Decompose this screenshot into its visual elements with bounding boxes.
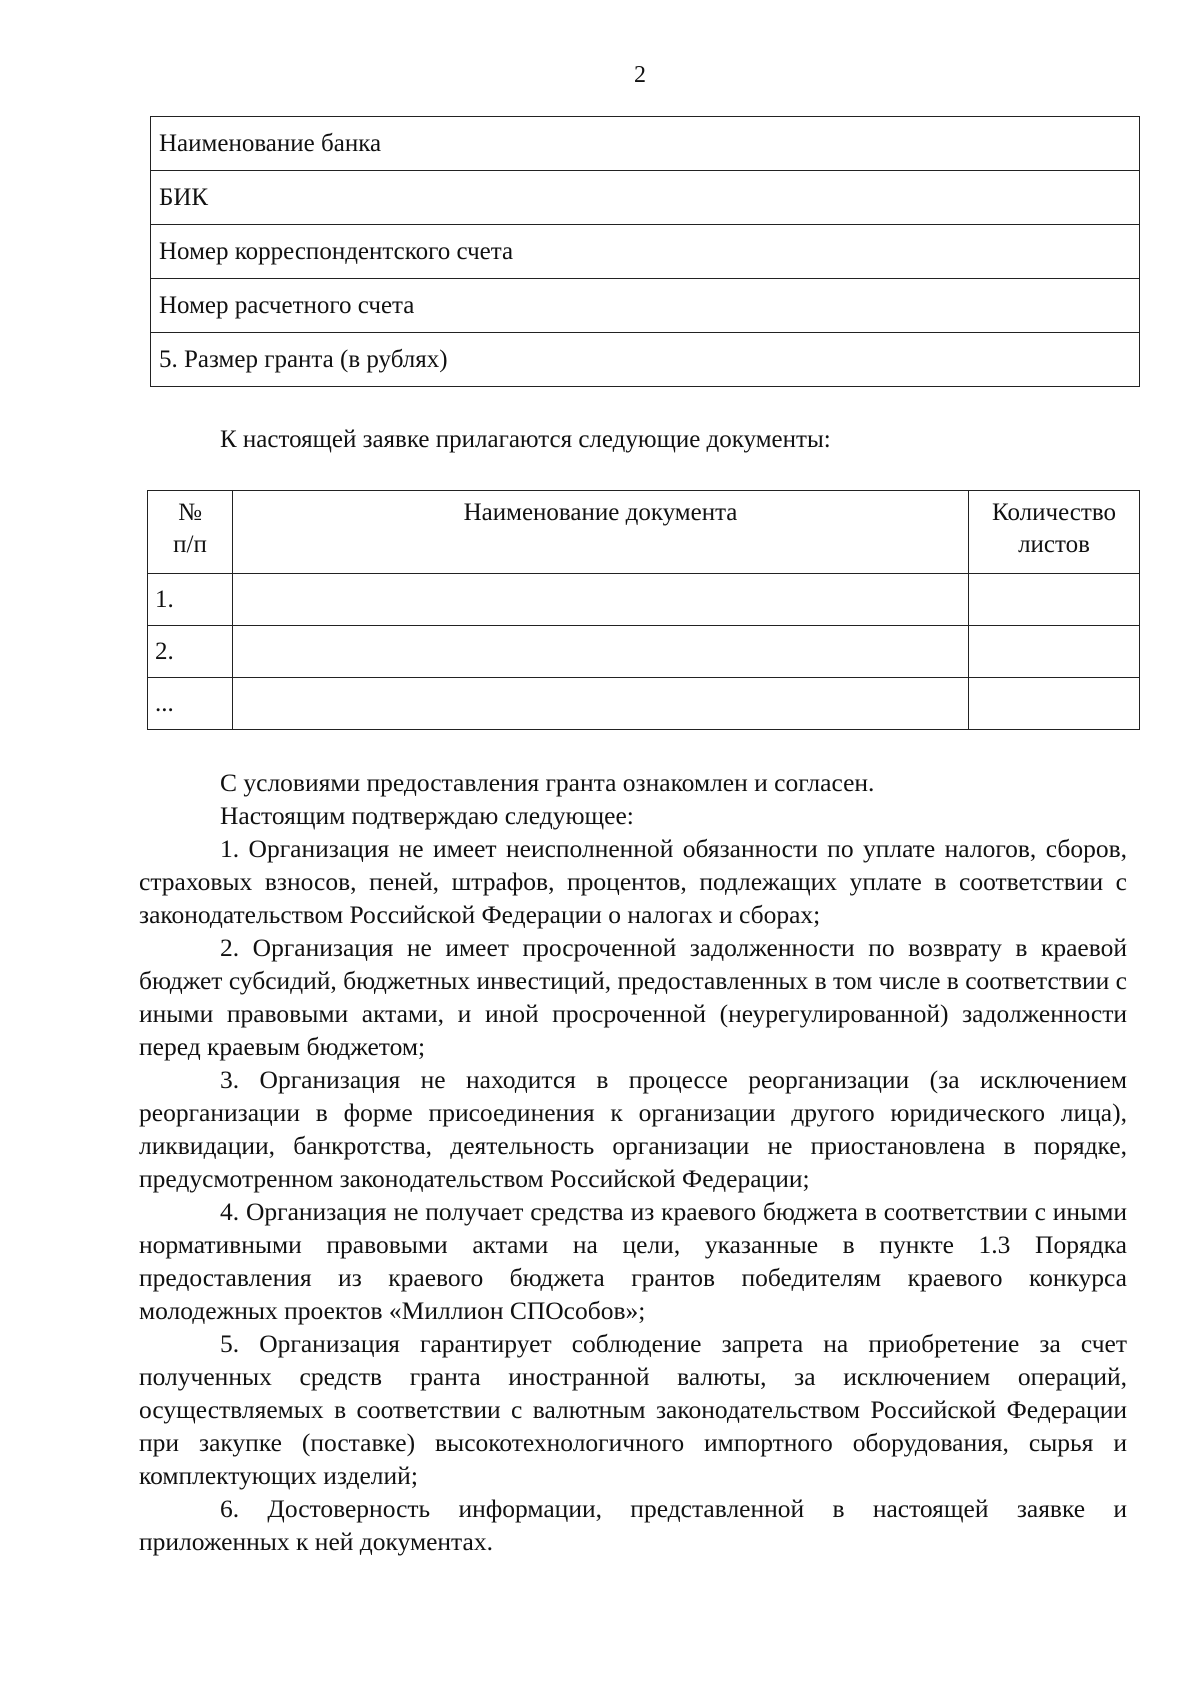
- table-row: [148, 678, 1140, 730]
- row-sheet-count: [969, 678, 1140, 730]
- table-row: [151, 279, 1140, 333]
- paragraph-confirm-intro: Настоящим подтверждаю следующее:: [220, 801, 634, 830]
- row-doc-name: [233, 626, 969, 678]
- row-sheet-count: [969, 626, 1140, 678]
- table-row: [151, 225, 1140, 279]
- paragraph-item-4: 4. Организация не получает средства из краевого бюджета в соответствии с иными нормативными правовыми актами на цели, указанные в пункте 1.3 Порядка предоставления из краевого бюджета грантов победителям краевого конкурса молодежных проектов «Миллион СПОсобов»;: [139, 1197, 1127, 1325]
- paragraph-item-3: 3. Организация не находится в процессе реорганизации (за исключением реорганизации в форме присоединения к организации другого юридического лица), ликвидации, банкротства, деятельность организации не приостановлена в порядке, предусмотренном законодательством Российской Федерации;: [139, 1065, 1127, 1193]
- bank-name-label: Наименование банка: [151, 117, 1140, 171]
- table-row: [151, 333, 1140, 387]
- settlement-account-label: Номер расчетного счета: [151, 279, 1140, 333]
- confirmation-text: [139, 766, 1127, 1558]
- bank-details-table: [150, 116, 1140, 387]
- corr-account-label: Номер корреспондентского счета: [151, 225, 1140, 279]
- row-doc-name: [233, 574, 969, 626]
- grant-size-label: 5. Размер гранта (в рублях): [151, 333, 1140, 387]
- header-number: № п/п: [148, 491, 233, 574]
- table-row: [148, 574, 1140, 626]
- header-sheet-count: Количество листов: [969, 491, 1140, 574]
- table-row: [151, 117, 1140, 171]
- row-number: 2.: [148, 626, 233, 678]
- header-doc-name: Наименование документа: [233, 491, 969, 574]
- paragraph-agreement: С условиями предоставления гранта ознакомлен и согласен.: [220, 768, 875, 797]
- bik-label: БИК: [151, 171, 1140, 225]
- docs-intro: К настоящей заявке прилагаются следующие документы:: [220, 426, 831, 453]
- row-doc-name: [233, 678, 969, 730]
- paragraph-item-6: 6. Достоверность информации, представленной в настоящей заявке и приложенных к ней документах.: [139, 1494, 1127, 1556]
- table-header-row: [148, 491, 1140, 574]
- paragraph-item-1: 1. Организация не имеет неисполненной обязанности по уплате налогов, сборов, страховых взносов, пеней, штрафов, процентов, подлежащих уплате в соответствии с законодательством Российской Федерации о налогах и сборах;: [139, 834, 1127, 929]
- row-number: ...: [148, 678, 233, 730]
- table-row: [151, 171, 1140, 225]
- paragraph-item-2: 2. Организация не имеет просроченной задолженности по возврату в краевой бюджет субсидий, бюджетных инвестиций, предоставленных в том числе в соответствии с иными правовыми актами, и иной просроченной (неурегулированной) задолженности перед краевым бюджетом;: [139, 933, 1127, 1061]
- row-number: 1.: [148, 574, 233, 626]
- row-sheet-count: [969, 574, 1140, 626]
- paragraph-item-5: 5. Организация гарантирует соблюдение запрета на приобретение за счет полученных средств гранта иностранной валюты, за исключением операций, осуществляемых в соответствии с валютным законодательством Российской Федерации при закупке (поставке) высокотехнологичного импортного оборудования, сырья и комплектующих изделий;: [139, 1329, 1127, 1490]
- page-number: 2: [634, 62, 646, 88]
- attached-documents-table: [147, 490, 1140, 730]
- table-row: [148, 626, 1140, 678]
